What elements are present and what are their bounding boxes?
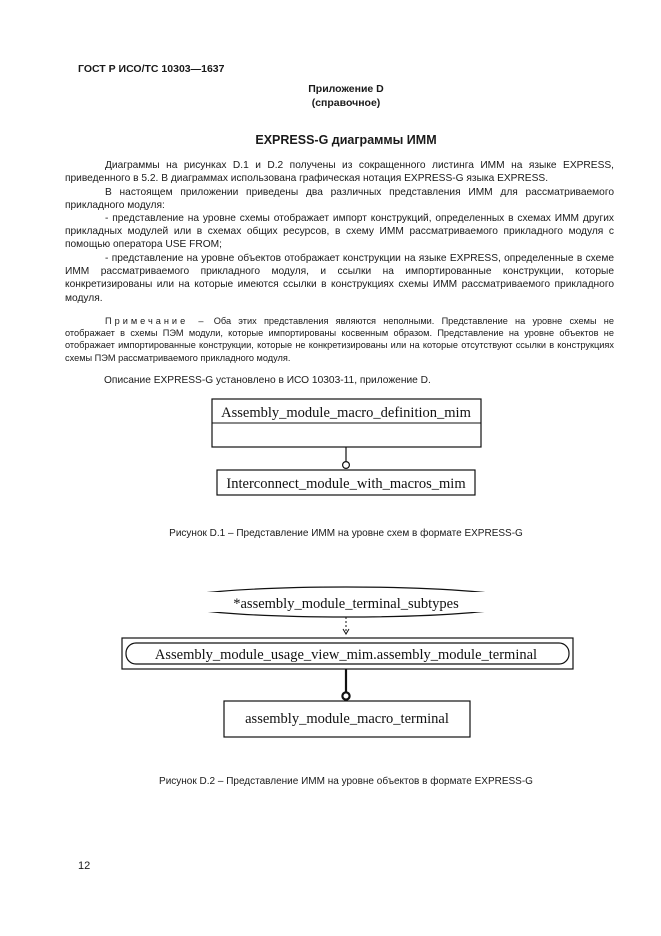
page-number: 12 [78,860,91,872]
schema-top-label: Assembly_module_macro_definition_mim [221,405,471,421]
document-code: ГОСТ Р ИСО/ТС 10303—1637 [78,63,225,75]
paragraph-1: Диаграммы на рисунках D.1 и D.2 получены из сокращенного листинга ИММ на языке EXPRESS, приведенного в 5.2. В диаграммах использована графическая нотация EXPRESS-G языка EXPRESS. [65,160,614,185]
relationship-end-circle [343,462,350,469]
note-text: Оба этих представления являются неполными. Представление на уровне схемы не отображает в схемы ПЭМ модули, которые импортированы косвенным образом. Представление на уровне объектов не отображает импортированные конструкции, которые не конкретизированы или на которые отсутствуют ссылки в конструкциях схемы ПЭМ рассматриваемого прикладного модуля. [65,316,614,363]
figure-2-diagram [122,587,573,737]
select-type-label: *assembly_module_terminal_subtypes [233,596,459,612]
subtype-end-circle [342,692,349,699]
appendix-subtitle: (справочное) [311,97,381,109]
paragraph-2: В настоящем приложении приведены два различных представления ИММ для рассматриваемого прикладного модуля: [65,187,614,212]
entity-label: assembly_module_macro_terminal [245,711,449,727]
figure-1-caption: Рисунок D.1 – Представление ИММ на уровне схем в формате EXPRESS-G [169,528,523,539]
referenced-entity-label: Assembly_module_usage_view_mim.assembly_module_terminal [154,647,538,663]
paragraph-4: - представление на уровне объектов отображает конструкции на языке EXPRESS, определенные в схеме ИММ рассматриваемого прикладного модуля, и ссылки на импортированные конструкции, которые конкретизированы или на которые имеются ссылки в конструкциях схемы ИММ рассматриваемого прикладного модуля. [65,253,614,304]
figure-1-diagram [212,399,481,495]
appendix-title: Приложение D [308,83,384,95]
express-g-reference: Описание EXPRESS-G установлено в ИСО 10303-11, приложение D. [104,375,431,386]
note-label: Примечание – [105,316,207,326]
paragraph-3: - представление на уровне схемы отображает импорт конструкций, определенных в схемах ИММ других прикладных модулей или в схемах общих ресурсов, в схему ИММ рассматриваемого прикладного модуля с помощью оператора USE FROM; [65,213,614,251]
section-title: EXPRESS-G диаграммы ИММ [255,133,437,147]
figure-2-caption: Рисунок D.2 – Представление ИММ на уровне объектов в формате EXPRESS-G [159,776,533,787]
schema-bottom-label: Interconnect_module_with_macros_mim [226,476,466,492]
